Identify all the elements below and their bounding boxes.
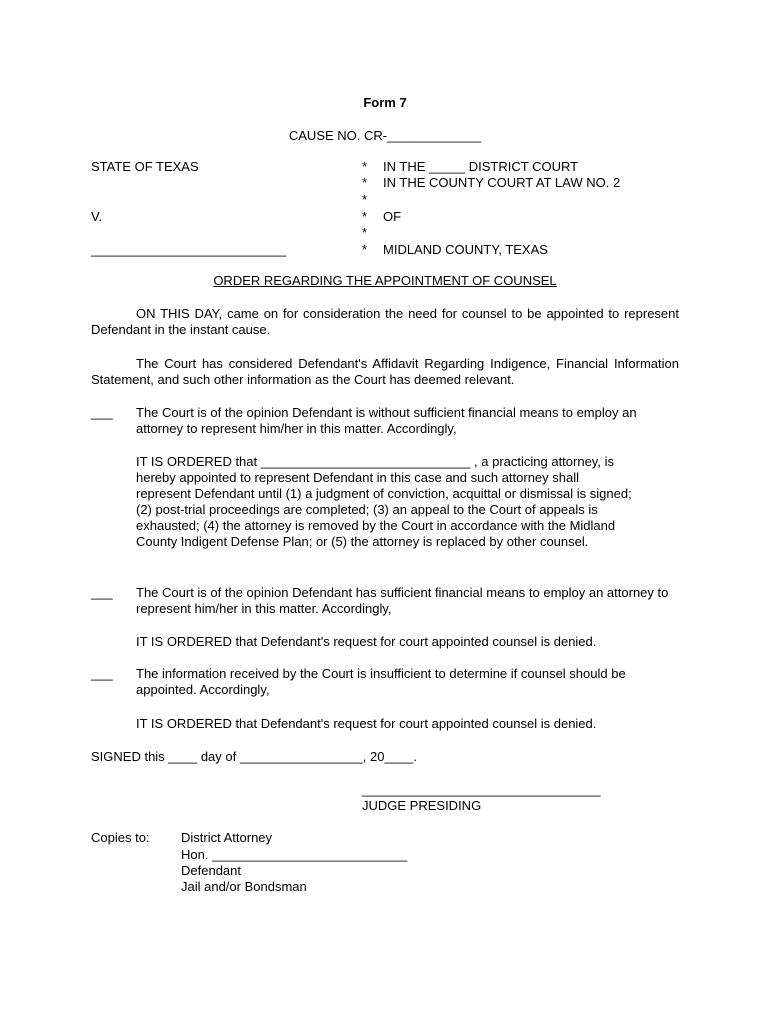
cause-number: CAUSE NO. CR-_____________	[288, 128, 482, 143]
option-checkbox-blank[interactable]: ___	[91, 585, 113, 600]
order-title: ORDER REGARDING THE APPOINTMENT OF COUNSEL	[213, 273, 557, 288]
option-checkbox-blank[interactable]: ___	[91, 405, 113, 420]
copies-item: District Attorney	[181, 830, 273, 845]
order-denying-counsel: IT IS ORDERED that Defendant's request for court appointed counsel is denied.	[136, 716, 597, 731]
caption-versus: V.	[91, 209, 103, 224]
option-checkbox-blank[interactable]: ___	[91, 666, 113, 681]
form-title: Form 7	[363, 95, 407, 110]
copies-item: Jail and/or Bondsman	[181, 879, 307, 894]
caption-star: *	[362, 242, 368, 257]
caption-star: *	[362, 209, 368, 224]
caption-county-court: IN THE COUNTY COURT AT LAW NO. 2	[383, 175, 621, 190]
paragraph-consideration: ON THIS DAY, came on for consideration the need for counsel to be appointed to represent Defendant in the instant cause.	[91, 306, 679, 337]
paragraph-affidavit: The Court has considered Defendant's Affidavit Regarding Indigence, Financial Information Statement, and such other information as the Court has deemed relevant.	[91, 356, 679, 387]
option-text-sufficient-means: The Court is of the opinion Defendant has sufficient financial means to employ an attorney to represent him/her in this matter. Accordingly,	[136, 585, 669, 616]
caption-state: STATE OF TEXAS	[91, 159, 199, 174]
option-text-insufficient-information: The information received by the Court is insufficient to determine if counsel should be appointed. Accordingly,	[136, 666, 626, 697]
judge-signature-line: _________________________________	[362, 782, 601, 797]
caption-star: *	[362, 192, 368, 207]
copies-item: Defendant	[181, 863, 241, 878]
copies-to-label: Copies to:	[91, 830, 150, 845]
caption-district-court: IN THE _____ DISTRICT COURT	[383, 159, 579, 174]
signed-date-line: SIGNED this ____ day of _________________, 20____.	[91, 749, 417, 764]
caption-of: OF	[383, 209, 402, 224]
caption-star: *	[362, 225, 368, 240]
order-denying-counsel: IT IS ORDERED that Defendant's request for court appointed counsel is denied.	[136, 634, 597, 649]
option-text-insufficient-means: The Court is of the opinion Defendant is without sufficient financial means to employ an attorney to represent him/her in this matter. Accordingly,	[136, 405, 637, 436]
caption-defendant-blank: ___________________________	[91, 242, 287, 257]
copies-item: Hon. ___________________________	[181, 847, 408, 862]
judge-presiding-label: JUDGE PRESIDING	[362, 798, 482, 813]
caption-county: MIDLAND COUNTY, TEXAS	[383, 242, 548, 257]
order-appointing-attorney: IT IS ORDERED that _____________________________ , a practicing attorney, is hereby appointed to represent Defendant in this case and such attorney shall represent Defendant until (1) a judgment of conviction, acquittal or dismissal is signed; (2) post-trial proceedings are completed; (3) an appeal to the Court of appeals is exhausted; (4) the attorney is removed by the Court in accordance with the Midland County Indigent Defense Plan; or (5) the attorney is replaced by other counsel.	[136, 454, 632, 549]
caption-star: *	[362, 159, 368, 174]
caption-star: *	[362, 175, 368, 190]
